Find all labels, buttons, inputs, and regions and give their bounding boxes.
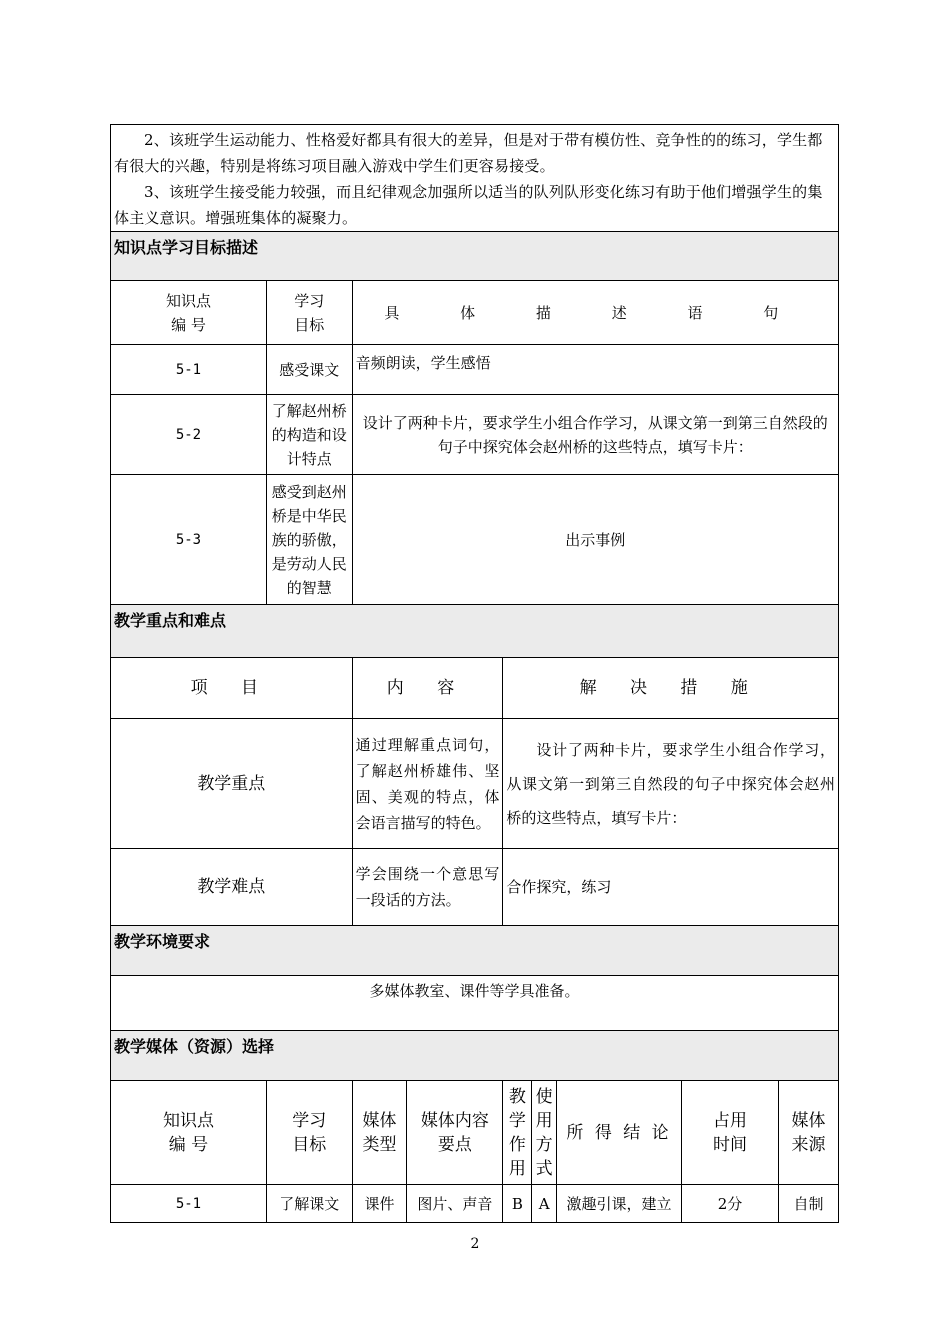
media-header-source: 媒体 来源 bbox=[779, 1081, 839, 1185]
media-conclusion: 激趣引课，建立 bbox=[557, 1185, 682, 1223]
keypoints-row bbox=[111, 849, 839, 926]
media-header-conclusion: 所 得 结 论 bbox=[557, 1081, 682, 1185]
objective-id: 5-1 bbox=[111, 345, 267, 395]
media-header-time: 占用 时间 bbox=[682, 1081, 779, 1185]
objectives-header-row bbox=[111, 281, 839, 345]
environment-text: 多媒体教室、课件等学具准备。 bbox=[111, 976, 839, 1031]
media-time: 2分 bbox=[682, 1185, 779, 1223]
media-content: 图片、声音 bbox=[407, 1185, 503, 1223]
media-usage: A bbox=[532, 1185, 557, 1223]
media-header-goal: 学习 目标 bbox=[266, 1081, 352, 1185]
objective-goal: 感受课文 bbox=[266, 345, 352, 395]
keypoints-header-row bbox=[111, 658, 839, 719]
keypoints-header-measure: 解 决 措 施 bbox=[503, 658, 839, 719]
objective-goal: 了解赵州桥的构造和设计特点 bbox=[266, 395, 352, 475]
keypoint-item: 教学重点 bbox=[111, 719, 353, 849]
media-header-type: 媒体 类型 bbox=[352, 1081, 407, 1185]
media-id: 5-1 bbox=[111, 1185, 267, 1223]
keypoints-header-item: 项 目 bbox=[111, 658, 353, 719]
keypoints-section-row bbox=[111, 605, 839, 658]
document-page bbox=[110, 124, 839, 1223]
objectives-header-goal: 学习 目标 bbox=[266, 281, 352, 345]
media-header-row bbox=[111, 1081, 839, 1185]
objective-goal: 感受到赵州桥是中华民族的骄傲，是劳动人民的智慧 bbox=[266, 475, 352, 605]
objective-desc: 出示事例 bbox=[352, 475, 838, 605]
media-source: 自制 bbox=[779, 1185, 839, 1223]
media-goal: 了解课文 bbox=[266, 1185, 352, 1223]
media-type: 课件 bbox=[352, 1185, 407, 1223]
objectives-header-id: 知识点 编 号 bbox=[111, 281, 267, 345]
lesson-plan-table bbox=[110, 124, 839, 1223]
media-header-id: 知识点 编 号 bbox=[111, 1081, 267, 1185]
page-number: 2 bbox=[470, 1236, 480, 1252]
media-header-role: 教学作用 bbox=[503, 1081, 532, 1185]
objectives-header-desc: 具 体 描 述 语 句 bbox=[352, 281, 838, 345]
objective-desc: 音频朗读，学生感悟 bbox=[352, 345, 838, 395]
objectives-row bbox=[111, 345, 839, 395]
objectives-section-row bbox=[111, 232, 839, 281]
intro-paragraph-3: 3、该班学生接受能力较强，而且纪律观念加强所以适当的队列队形变化练习有助于他们增强学生的集体主义意识。增强班集体的凝聚力。 bbox=[114, 183, 823, 227]
media-header-content: 媒体内容 要点 bbox=[407, 1081, 503, 1185]
keypoint-item: 教学难点 bbox=[111, 849, 353, 926]
keypoints-section-title: 教学重点和难点 bbox=[111, 605, 839, 658]
media-section-title: 教学媒体（资源）选择 bbox=[111, 1031, 839, 1081]
media-row bbox=[111, 1185, 839, 1223]
keypoint-content: 通过理解重点词句，了解赵州桥雄伟、坚固、美观的特点，体会语言描写的特色。 bbox=[352, 719, 503, 849]
intro-row bbox=[111, 125, 839, 232]
environment-section-row bbox=[111, 926, 839, 976]
objective-desc: 设计了两种卡片，要求学生小组合作学习，从课文第一到第三自然段的句子中探究体会赵州桥的这些特点，填写卡片： bbox=[352, 395, 838, 475]
environment-section-title: 教学环境要求 bbox=[111, 926, 839, 976]
media-section-row bbox=[111, 1031, 839, 1081]
keypoint-measure: 合作探究，练习 bbox=[503, 849, 839, 926]
environment-row bbox=[111, 976, 839, 1031]
objective-id: 5-3 bbox=[111, 475, 267, 605]
keypoint-measure: 设计了两种卡片，要求学生小组合作学习，从课文第一到第三自然段的句子中探究体会赵州桥的这些特点，填写卡片： bbox=[503, 719, 839, 849]
objective-id: 5-2 bbox=[111, 395, 267, 475]
keypoints-header-content: 内 容 bbox=[352, 658, 503, 719]
objectives-row bbox=[111, 475, 839, 605]
objectives-row bbox=[111, 395, 839, 475]
media-header-usage: 使用方式 bbox=[532, 1081, 557, 1185]
intro-paragraph-2: 2、该班学生运动能力、性格爱好都具有很大的差异，但是对于带有模仿性、竞争性的的练习，学生都有很大的兴趣，特别是将练习项目融入游戏中学生们更容易接受。 bbox=[114, 131, 823, 175]
objectives-section-title: 知识点学习目标描述 bbox=[111, 232, 839, 281]
keypoints-row bbox=[111, 719, 839, 849]
media-role: B bbox=[503, 1185, 532, 1223]
keypoint-content: 学会围绕一个意思写一段话的方法。 bbox=[352, 849, 503, 926]
